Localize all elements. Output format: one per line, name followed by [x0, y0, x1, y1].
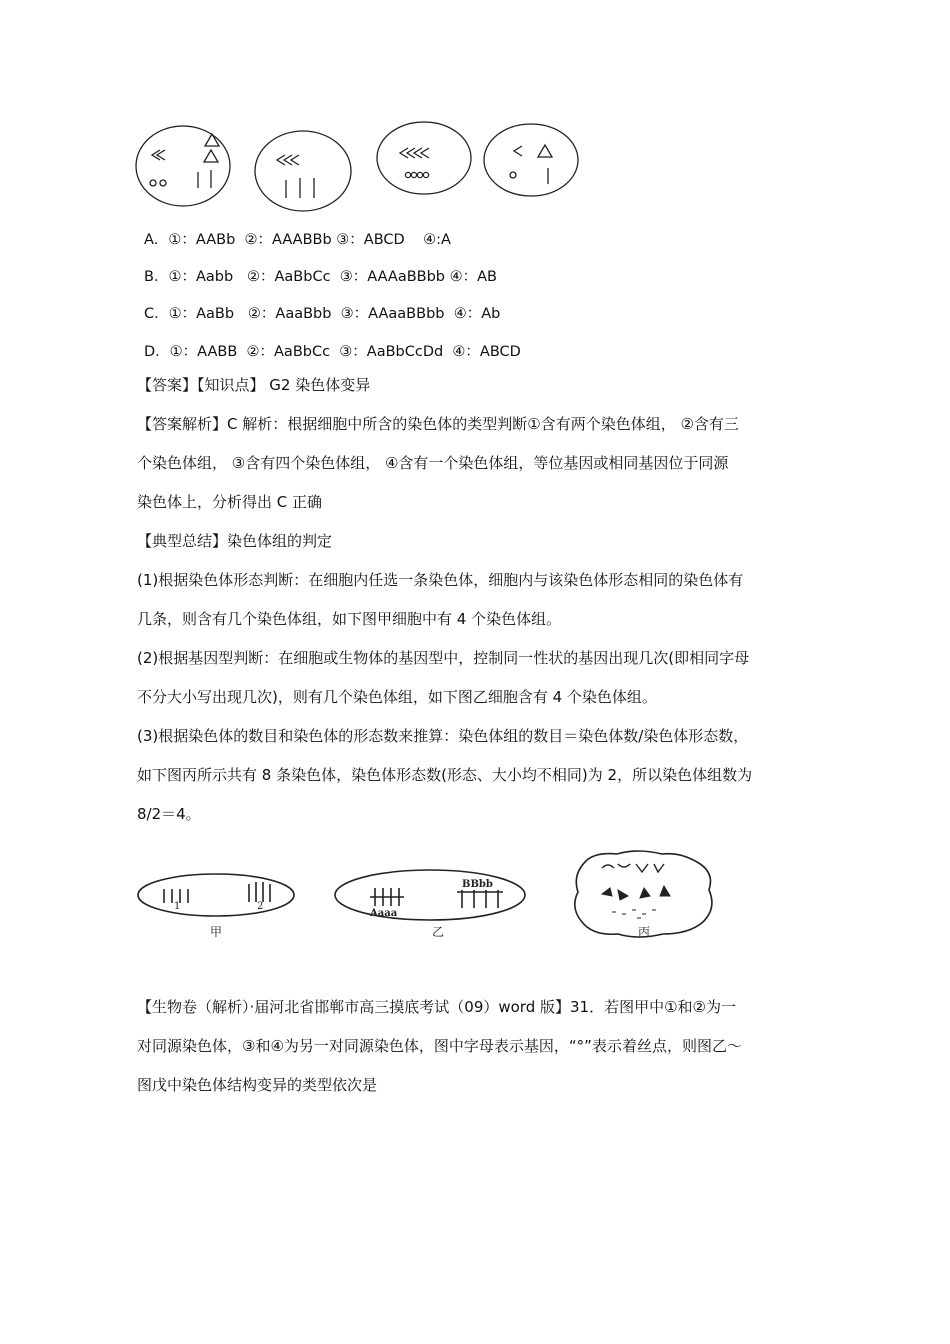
answer-line: 【答案】【知识点】 G2 染色体变异: [137, 376, 371, 394]
analysis-line: 【答案解析】C 解析：根据细胞中所含的染色体的类型判断①含有两个染色体组， ②含有三: [137, 415, 739, 433]
label-yi: 乙: [432, 925, 445, 939]
summary-title: 【典型总结】染色体组的判定: [137, 532, 333, 550]
question-line: 图戊中染色体结构变异的类型依次是: [137, 1076, 378, 1094]
summary-line: (3)根据染色体的数目和染色体的形态数来推算：染色体组的数目＝染色体数/染色体形态数，: [137, 727, 749, 745]
option-c: C．①：AaBb ②：AaaBbb ③：AAaaBBbb ④：Ab: [144, 306, 501, 322]
jia-label-2: 2: [257, 901, 264, 912]
option-a: A．①：AABb ②：AAABBb ③：ABCD ④:A: [144, 232, 451, 248]
chromosome-set-figure: [132, 848, 732, 940]
analysis-line: 染色体上，分析得出 C 正确: [137, 493, 323, 511]
yi-genes-a: Aaaa: [370, 908, 398, 919]
cells-figure: [128, 120, 588, 212]
analysis-line: 个染色体组， ③含有四个染色体组， ④含有一个染色体组，等位基因或相同基因位于同源: [137, 454, 729, 472]
question-line: 对同源染色体，③和④为另一对同源染色体，图中字母表示基因，“°”表示着丝点，则图乙～: [137, 1037, 742, 1055]
summary-line: 如下图丙所示共有 8 条染色体，染色体形态数(形态、大小均不相同)为 2，所以染色体组数为: [137, 766, 753, 784]
cell-1: [136, 126, 230, 206]
summary-line: (2)根据基因型判断：在细胞或生物体的基因型中，控制同一性状的基因出现几次(即相同字母: [137, 649, 750, 667]
yi-genes-b: BBbb: [462, 879, 493, 890]
cell-3: [377, 122, 471, 194]
jia-label-1: 1: [174, 901, 181, 912]
cell-yi: [335, 870, 525, 920]
question-line: 【生物卷（解析）·届河北省邯郸市高三摸底考试（09）word 版】31．若图甲中①和②为一: [137, 998, 736, 1016]
summary-line: 不分大小写出现几次)，则有几个染色体组，如下图乙细胞含有 4 个染色体组。: [137, 688, 657, 706]
answer-section: [137, 366, 827, 834]
cell-4: [484, 124, 578, 196]
summary-line: (1)根据染色体形态判断：在细胞内任选一条染色体，细胞内与该染色体形态相同的染色体有: [137, 571, 744, 589]
option-d: D．①：AABB ②：AaBbCc ③：AaBbCcDd ④：ABCD: [144, 344, 521, 360]
label-bing: 丙: [638, 925, 651, 939]
summary-line: 几条，则含有几个染色体组，如下图甲细胞中有 4 个染色体组。: [137, 610, 562, 628]
cell-2: [255, 131, 351, 211]
label-jia: 甲: [210, 925, 223, 939]
next-question: [137, 988, 827, 1105]
option-b: B．①：Aabb ②：AaBbCc ③：AAAaBBbb ④：AB: [144, 269, 497, 285]
summary-line: 8/2＝4。: [137, 805, 201, 823]
